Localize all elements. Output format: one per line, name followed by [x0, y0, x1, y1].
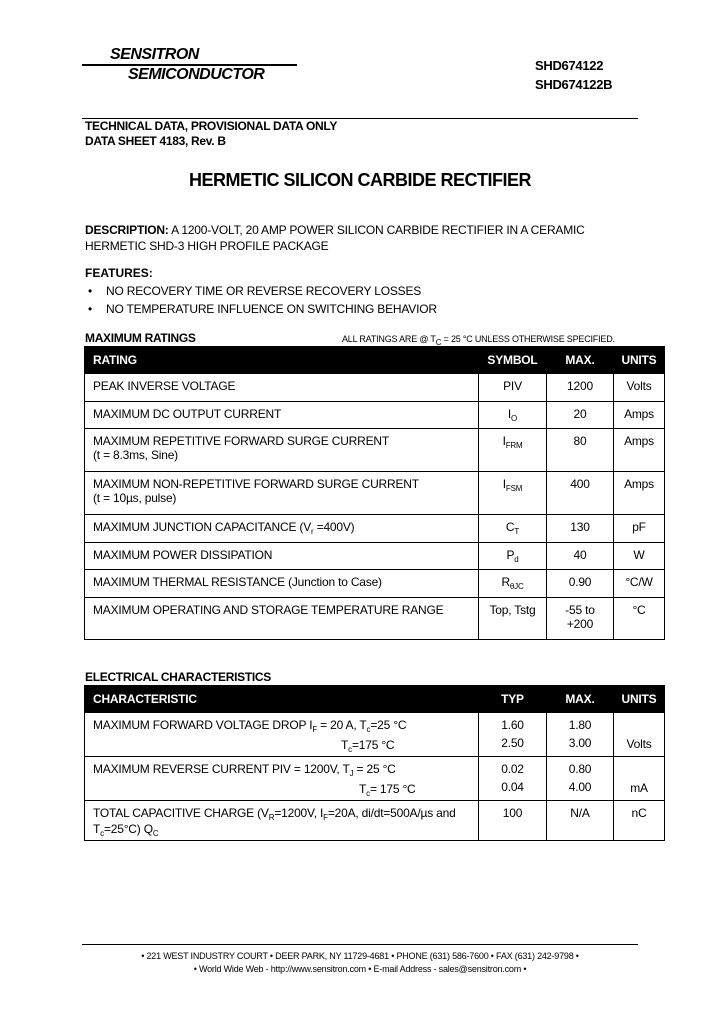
feature-item: • NO TEMPERATURE INFLUENCE ON SWITCHING BEHAVIOR — [88, 302, 437, 316]
column-header: TYP — [479, 686, 547, 713]
footer-web-email: • World Wide Web - http://www.sensitron.com • E-mail Address - sales@sensitron.com • — [193, 964, 527, 974]
max-cell: 20 — [547, 402, 614, 429]
units-cell: nC — [614, 801, 665, 841]
table-row — [85, 713, 665, 757]
units-cell: mA — [614, 757, 665, 801]
column-header: RATING — [85, 347, 479, 374]
description — [85, 222, 625, 254]
max-cell: 40 — [547, 543, 614, 570]
rating-cell: MAXIMUM REPETITIVE FORWARD SURGE CURRENT (t = 8.3ms, Sine) — [85, 429, 479, 472]
company-logo-line1: SENSITRON — [110, 46, 199, 63]
symbol-cell: $I_{FRM}$ — [479, 429, 547, 472]
table-row — [85, 543, 665, 570]
max-cell: 0.90 — [547, 570, 614, 598]
footer-address: • 221 WEST INDUSTRY COURT • DEER PARK, NY 11729-4681 • PHONE (631) 586-7600 • FAX (631) 242-9798 • — [141, 951, 579, 961]
column-header: MAX. — [547, 686, 614, 713]
units-cell: W — [614, 543, 665, 570]
max-cell: 400 — [547, 472, 614, 515]
table-row — [85, 429, 665, 472]
symbol-cell: $I_{FSM}$ — [479, 472, 547, 515]
rating-cell: MAXIMUM THERMAL RESISTANCE (Junction to Case) — [85, 570, 479, 598]
units-cell: Amps — [614, 429, 665, 472]
rating-cell: MAXIMUM OPERATING AND STORAGE TEMPERATURE RANGE — [85, 598, 479, 640]
footer-rule — [82, 944, 638, 945]
symbol-cell: $C_T$ — [479, 515, 547, 543]
max-cell: 1200 — [547, 374, 614, 402]
characteristic-cell: MAXIMUM FORWARD VOLTAGE DROP $I_F = 20$ A, $T_c=25$ °C $T_c=175$ °C — [85, 713, 479, 757]
max-cell: N/A — [547, 801, 614, 841]
characteristic-cell: TOTAL CAPACITIVE CHARGE ($V_R=1200V$, $I_F=20A$, di/dt=500A/µs and $T_c=25^\circ C$) $Q_C$ — [85, 801, 479, 841]
table-header-row — [85, 347, 665, 374]
max-cell: 130 — [547, 515, 614, 543]
column-header: UNITS — [614, 686, 665, 713]
units-cell: Volts — [614, 713, 665, 757]
table-row — [85, 598, 665, 640]
table-row — [85, 801, 665, 841]
description-label: DESCRIPTION: — [85, 223, 169, 237]
part-number-2: SHD674122B — [535, 77, 613, 92]
rating-cell: MAXIMUM POWER DISSIPATION — [85, 543, 479, 570]
part-number-1: SHD674122 — [535, 58, 604, 73]
table-row — [85, 402, 665, 429]
table-row — [85, 374, 665, 402]
table-row — [85, 757, 665, 801]
typ-cell: 100 — [479, 801, 547, 841]
column-header: SYMBOL — [479, 347, 547, 374]
feature-item: • NO RECOVERY TIME OR REVERSE RECOVERY LOSSES — [88, 284, 422, 298]
symbol-cell: $P_d$ — [479, 543, 547, 570]
electrical-heading: ELECTRICAL CHARACTERISTICS — [85, 670, 271, 684]
feature-text: NO RECOVERY TIME OR REVERSE RECOVERY LOSSES — [106, 284, 422, 298]
max-cell: 1.80 3.00 — [547, 713, 614, 757]
max-ratings-heading: MAXIMUM RATINGS — [85, 331, 196, 345]
symbol-cell: $R_{\theta JC}$ — [479, 570, 547, 598]
page-title: HERMETIC SILICON CARBIDE RECTIFIER — [188, 170, 531, 190]
rating-cell: MAXIMUM DC OUTPUT CURRENT — [85, 402, 479, 429]
max-ratings-table — [84, 346, 665, 640]
max-cell: 80 — [547, 429, 614, 472]
characteristic-cell: MAXIMUM REVERSE CURRENT PIV = 1200V, $T_J = 25$ °C $T_c= 175$ °C — [85, 757, 479, 801]
ratings-note: ALL RATINGS ARE @ TC = 25 °C UNLESS OTHERWISE SPECIFIED. — [342, 334, 615, 347]
rating-cell: PEAK INVERSE VOLTAGE — [85, 374, 479, 402]
data-status: TECHNICAL DATA, PROVISIONAL DATA ONLY — [85, 119, 338, 133]
rating-cell: MAXIMUM NON-REPETITIVE FORWARD SURGE CURRENT (t = 10µs, pulse) — [85, 472, 479, 515]
units-cell: Amps — [614, 472, 665, 515]
typ-cell: 0.02 0.04 — [479, 757, 547, 801]
rating-cell: MAXIMUM JUNCTION CAPACITANCE $(V_r =400V)$ — [85, 515, 479, 543]
units-cell: °C — [614, 598, 665, 640]
symbol-cell: Top, Tstg — [479, 598, 547, 640]
description-text: A 1200-VOLT, 20 AMP POWER SILICON CARBIDE RECTIFIER IN A CERAMIC HERMETIC SHD-3 HIGH PROFILE PACKAGE — [85, 223, 585, 253]
features-heading: FEATURES: — [85, 266, 153, 280]
units-cell: °C/W — [614, 570, 665, 598]
feature-text: NO TEMPERATURE INFLUENCE ON SWITCHING BEHAVIOR — [106, 302, 437, 316]
table-row — [85, 472, 665, 515]
typ-cell: 1.60 2.50 — [479, 713, 547, 757]
symbol-cell: PIV — [479, 374, 547, 402]
units-cell: Amps — [614, 402, 665, 429]
datasheet-revision: DATA SHEET 4183, Rev. B — [85, 134, 226, 148]
electrical-table — [84, 685, 665, 841]
table-row — [85, 570, 665, 598]
symbol-cell: $I_O$ — [479, 402, 547, 429]
max-cell: -55 to +200 — [547, 598, 614, 640]
company-logo-line2: SEMICONDUCTOR — [128, 66, 265, 83]
units-cell: Volts — [614, 374, 665, 402]
max-cell: 0.80 4.00 — [547, 757, 614, 801]
table-header-row — [85, 686, 665, 713]
column-header: CHARACTERISTIC — [85, 686, 479, 713]
column-header: MAX. — [547, 347, 614, 374]
column-header: UNITS — [614, 347, 665, 374]
units-cell: pF — [614, 515, 665, 543]
table-row — [85, 515, 665, 543]
